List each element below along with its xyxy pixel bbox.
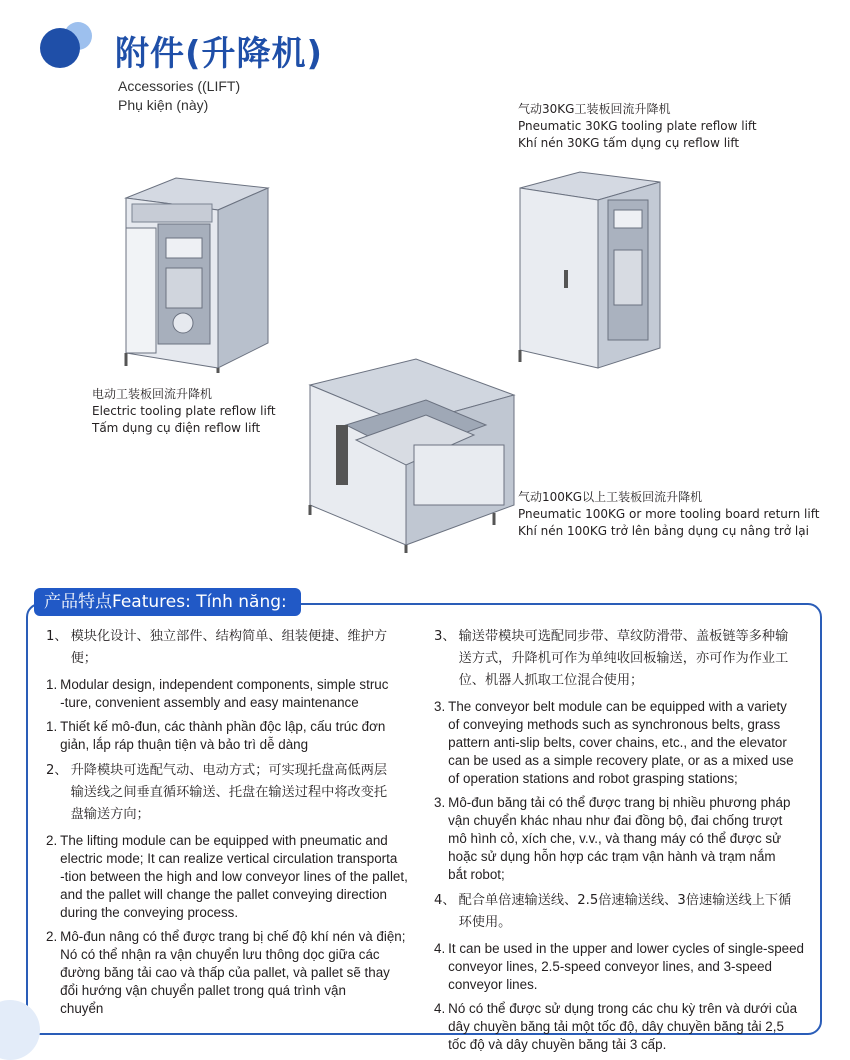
feature-line: dây chuyền băng tải một tốc độ, dây chuyền băng tải 2,5 (448, 1019, 784, 1034)
feature-line: 输送带模块可选配同步带、草纹防滑带、盖板链等多种输 (458, 629, 789, 644)
feature-text (448, 940, 804, 994)
feature-line: chuyển (60, 1001, 104, 1016)
feature-line: hoặc sử dụng hỗn hợp các trạm vận hành và trạm nắm (448, 849, 776, 864)
caption-zh: 电动工装板回流升降机 (92, 387, 213, 401)
feature-line: vận chuyển khác nhau như đai đồng bộ, đai chống trượt (448, 813, 783, 828)
feature-line: during the conveying process. (60, 905, 239, 920)
caption-electric-lift (92, 386, 276, 437)
feature-item (46, 832, 411, 922)
feature-line: of operation stations and robot grasping stations; (448, 771, 738, 786)
caption-vi: Tấm dụng cụ điện reflow lift (92, 421, 261, 435)
subtitle-en: Accessories ((LIFT) (118, 78, 241, 94)
features-right-column (434, 626, 804, 1060)
feature-text (60, 928, 411, 1018)
caption-zh: 气动100KG以上工装板回流升降机 (518, 490, 703, 504)
feature-line: đường băng tải cao và thấp của pallet, và pallet sẽ thay (60, 965, 390, 980)
page-title: 附件(升降机) (115, 34, 324, 74)
brand-dots-icon (38, 22, 98, 70)
feature-item (434, 698, 804, 788)
feature-item (434, 626, 804, 692)
feature-line: 配合单倍速输送线、2.5倍速输送线、3倍速输送线上下循 (458, 893, 792, 908)
feature-line: đổi hướng vận chuyển pallet trong quá trình vận (60, 983, 346, 998)
feature-line: 模块化设计、独立部件、结构简单、组装便捷、维护方便； (70, 629, 388, 666)
feature-line: conveyor lines, 2.5-speed conveyor lines, and 3-speed (448, 959, 772, 974)
feature-item (434, 1000, 804, 1054)
feature-number: 1. (46, 719, 58, 734)
caption-en: Electric tooling plate reflow lift (92, 404, 276, 418)
feature-line: conveyor lines. (448, 977, 538, 992)
feature-number: 4. (434, 1001, 446, 1016)
feature-text (459, 626, 804, 692)
caption-pneumatic-100kg (518, 489, 819, 540)
feature-line: Thiết kế mô-đun, các thành phần độc lập, cấu trúc đơn (60, 719, 386, 734)
feature-line: 位、机器人抓取工位混合使用； (458, 673, 644, 688)
features-left-column (46, 626, 411, 1024)
feature-text (448, 794, 804, 884)
feature-item (434, 940, 804, 994)
feature-text (60, 832, 411, 922)
feature-text (60, 718, 411, 754)
caption-pneumatic-30kg (518, 101, 757, 152)
feature-number: 3、 (434, 629, 456, 644)
pneumatic-100kg-lift-image (306, 355, 518, 553)
caption-zh: 气动30KG工装板回流升降机 (518, 102, 671, 116)
feature-line: and the pallet will change the pallet conveying direction (60, 887, 387, 902)
feature-item (434, 794, 804, 884)
feature-line: The conveyor belt module can be equipped with a variety (448, 699, 787, 714)
feature-item (434, 890, 804, 934)
feature-item (46, 928, 411, 1018)
feature-line: -ture, convenient assembly and easy maintenance (60, 695, 359, 710)
feature-line: pattern anti-slip belts, cover chains, etc., and the elevator (448, 735, 787, 750)
feature-line: 升降模块可选配气动、电动方式；可实现托盘高低两层 (70, 763, 388, 778)
feature-number: 2. (46, 929, 58, 944)
feature-line: 输送线之间垂直循环输送、托盘在输送过程中将改变托 (70, 785, 388, 800)
feature-number: 4. (434, 941, 446, 956)
feature-text (459, 890, 804, 934)
caption-vi: Khí nén 30KG tấm dụng cụ reflow lift (518, 136, 740, 150)
feature-item (46, 718, 411, 754)
feature-number: 3. (434, 795, 446, 810)
caption-vi: Khí nén 100KG trở lên bảng dụng cụ nâng trở lại (518, 524, 809, 538)
feature-item (46, 760, 411, 826)
features-heading: 产品特点Features: Tính năng: (34, 588, 301, 616)
feature-line: It can be used in the upper and lower cycles of single-speed (448, 941, 804, 956)
feature-line: tốc độ và dây chuyền băng tải 3 cấp. (448, 1037, 667, 1052)
feature-line: can be used as a simple recovery plate, or as a mixed use (448, 753, 794, 768)
feature-number: 2. (46, 833, 58, 848)
feature-line: giản, lắp ráp thuận tiện và bảo trì dễ dàng (60, 737, 309, 752)
decorative-dots-icon (0, 990, 70, 1060)
feature-line: of conveying methods such as synchronous belts, grass (448, 717, 781, 732)
electric-lift-image (118, 168, 278, 373)
feature-line: The lifting module can be equipped with pneumatic and (60, 833, 388, 848)
feature-text (71, 760, 411, 826)
feature-line: 送方式，升降机可作为单纯收回板输送，亦可作为作业工 (458, 651, 789, 666)
feature-item (46, 676, 411, 712)
feature-text (71, 626, 411, 670)
subtitle-vi: Phụ kiện (này) (118, 97, 209, 113)
feature-line: 盘输送方向； (70, 807, 150, 822)
feature-text (448, 1000, 804, 1054)
caption-en: Pneumatic 100KG or more tooling board return lift (518, 507, 820, 521)
feature-item (46, 626, 411, 670)
feature-line: 环使用。 (458, 915, 512, 930)
feature-number: 1、 (46, 629, 68, 644)
feature-line: -tion between the high and low conveyor lines of the pallet, (60, 869, 408, 884)
feature-text (448, 698, 804, 788)
feature-text (60, 676, 411, 712)
feature-number: 4、 (434, 893, 456, 908)
feature-number: 3. (434, 699, 446, 714)
feature-line: Mô-đun băng tải có thể được trang bị nhiều phương pháp (448, 795, 791, 810)
caption-en: Pneumatic 30KG tooling plate reflow lift (518, 119, 757, 133)
feature-number: 1. (46, 677, 58, 692)
feature-line: mô hình cỏ, xích che, v.v., và thang máy có thể được sử (448, 831, 782, 846)
feature-line: Modular design, independent components, simple struc (60, 677, 389, 692)
feature-line: Mô-đun nâng có thể được trang bị chế độ khí nén và điện; (60, 929, 406, 944)
feature-line: bắt robot; (448, 867, 505, 882)
feature-line: Nó có thể được sử dụng trong các chu kỳ trên và dưới của (448, 1001, 798, 1016)
feature-number: 2、 (46, 763, 68, 778)
feature-line: electric mode; It can realize vertical circulation transporta (60, 851, 398, 866)
feature-line: Nó có thể nhận ra vận chuyển lưu thông dọc giữa các (60, 947, 380, 962)
pneumatic-30kg-lift-image (518, 170, 668, 370)
